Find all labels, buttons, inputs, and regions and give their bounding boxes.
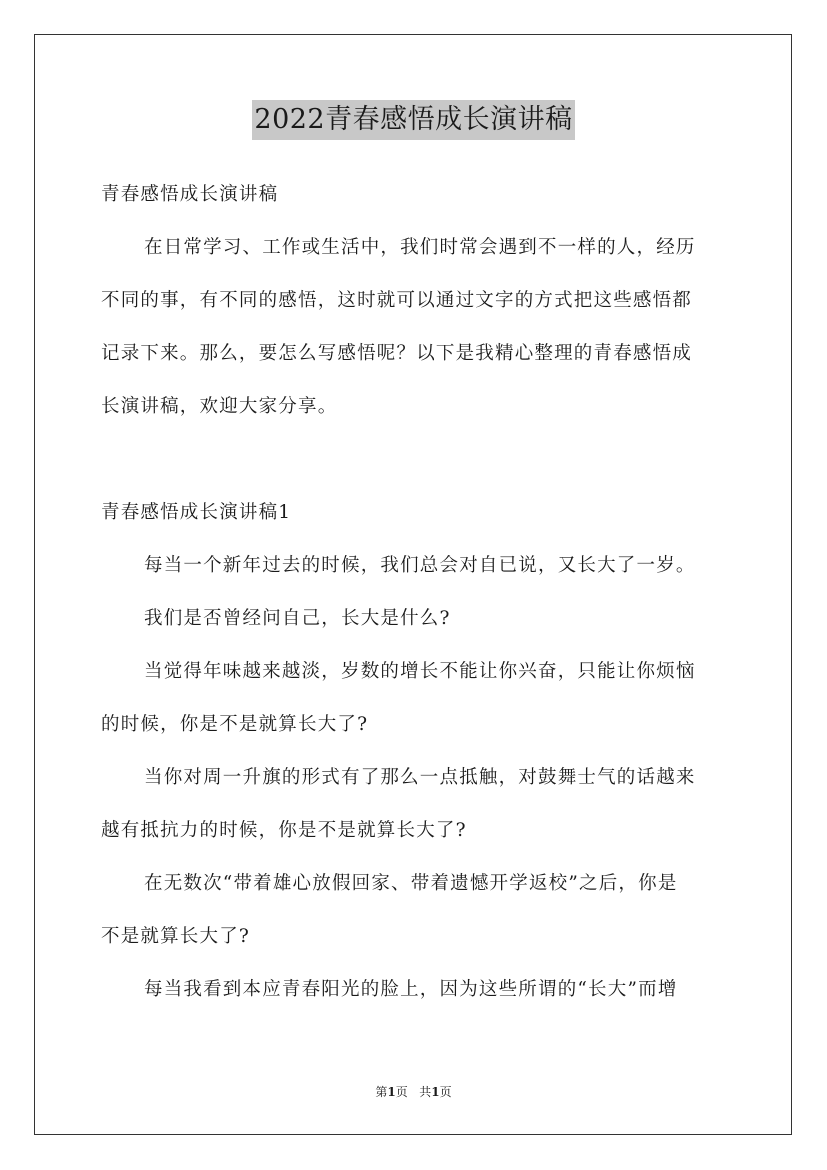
blank-line xyxy=(101,433,727,486)
text-line: 每当一个新年过去的时候，我们总会对自已说，又长大了一岁。 xyxy=(144,555,696,576)
page-footer xyxy=(0,1083,827,1101)
text-line: 在日常学习、工作或生活中，我们时常会遇到不一样的人，经历 xyxy=(144,237,696,258)
page-total-prefix: 共 xyxy=(419,1085,432,1099)
text-line: 越有抵抗力的时候，你是不是就算长大了? xyxy=(101,820,467,841)
page-number-current: 1 xyxy=(387,1085,396,1099)
page-number-suffix: 页 xyxy=(395,1085,408,1099)
document-title: 2022青春感悟成长演讲稿 xyxy=(252,100,574,140)
text-line: 的时候，你是不是就算长大了? xyxy=(101,714,369,735)
page-number-prefix: 第 xyxy=(375,1085,388,1099)
text-line: 当你对周一升旗的形式有了那么一点抵触，对鼓舞士气的话越来 xyxy=(144,767,696,788)
text-line: 当觉得年味越来越淡，岁数的增长不能让你兴奋，只能让你烦恼 xyxy=(144,661,696,682)
text-line: 长演讲稿，欢迎大家分享。 xyxy=(101,396,338,417)
text-line: 不同的事，有不同的感悟，这时就可以通过文字的方式把这些感悟都 xyxy=(101,290,693,311)
text-line: 每当我看到本应青春阳光的脸上，因为这些所谓的“长大”而增 xyxy=(144,979,678,1000)
text-line: 我们是否曾经问自己，长大是什么? xyxy=(144,608,451,629)
document-body xyxy=(101,168,727,1016)
text-line: 在无数次“带着雄心放假回家、带着遗憾开学返校”之后，你是 xyxy=(144,873,678,894)
title-wrap xyxy=(0,100,827,140)
text-line: 青春感悟成长演讲稿 xyxy=(101,184,279,205)
text-line: 记录下来。那么，要怎么写感悟呢？以下是我精心整理的青春感悟成 xyxy=(101,343,693,364)
page-total-suffix: 页 xyxy=(439,1085,452,1099)
text-line: 不是就算长大了? xyxy=(101,926,251,947)
page-total-count: 1 xyxy=(431,1085,440,1099)
text-line: 青春感悟成长演讲稿1 xyxy=(101,502,292,523)
